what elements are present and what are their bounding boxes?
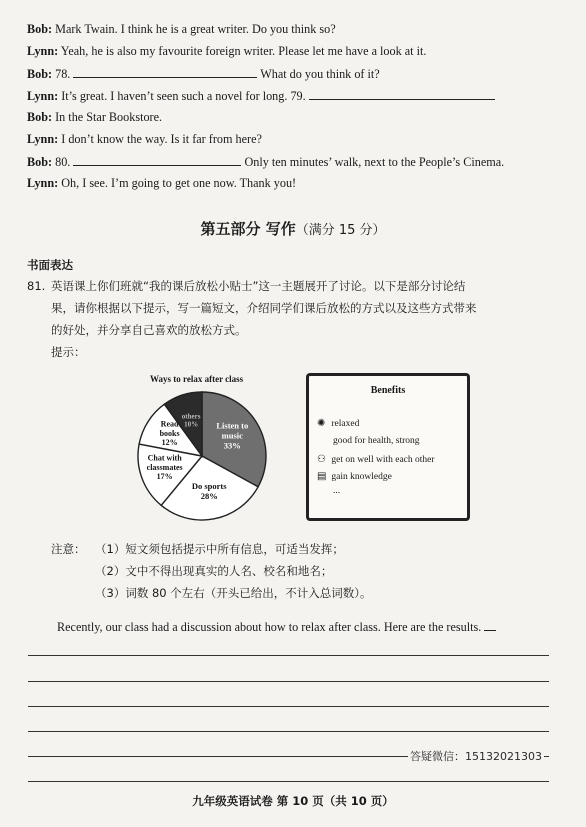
- book-icon: ▤: [317, 471, 327, 482]
- dialogue-line: Lynn: Oh, I see. I’m going to get one now. Thank you!: [27, 176, 297, 190]
- watermark: 答疑微信：15132021303: [410, 750, 542, 763]
- notes-label: 注意：: [51, 542, 86, 556]
- benefits-box: [306, 373, 470, 521]
- task-text-line: 英语课上你们班就“我的课后放松小贴士”这一主题展开了讨论。以下是部分讨论结: [51, 279, 466, 293]
- pie-slice-label: Do sports 28%: [191, 481, 227, 501]
- task-number: 81.: [27, 279, 46, 293]
- dialogue-line: Bob: Mark Twain. I think he is a great writer. Do you think so?: [27, 22, 336, 36]
- relax-icon: ✺: [317, 418, 326, 429]
- writing-line[interactable]: [28, 781, 549, 782]
- benefit-item: ▤ gain knowledge: [317, 471, 392, 482]
- pie-chart: [134, 386, 270, 526]
- people-icon: ⚇: [317, 454, 326, 465]
- benefit-item: good for health, strong: [333, 436, 420, 446]
- section-title: 第五部分 写作（满分 15 分）: [200, 220, 386, 238]
- writing-line[interactable]: [28, 706, 549, 707]
- benefit-item: ...: [333, 486, 341, 496]
- benefit-item: ✺ relaxed: [317, 418, 360, 429]
- writing-line[interactable]: [28, 655, 549, 656]
- opening-sentence: Recently, our class had a discussion about how to relax after class. Here are the results.: [57, 619, 496, 634]
- dialogue-line: Bob: 78. What do you think of it?: [27, 67, 380, 81]
- note-item: （1）短文须包括提示中所有信息，可适当发挥；: [95, 542, 344, 556]
- task-text-line: 果，请你根据以下提示，写一篇短文，介绍同学们课后放松的方式以及这些方式带来: [51, 301, 477, 315]
- dialogue-line: Lynn: Yeah, he is also my favourite foreign writer. Please let me have a look at it.: [27, 44, 427, 58]
- dialogue-line: Lynn: It’s great. I haven’t seen such a novel for long. 79.: [27, 88, 495, 103]
- dialogue-line: Bob: In the Star Bookstore.: [27, 110, 163, 124]
- task-heading: 书面表达: [27, 258, 73, 272]
- page-footer: 九年级英语试卷 第 10 页（共 10 页）: [192, 794, 394, 808]
- benefit-item: ⚇ get on well with each other: [317, 454, 435, 465]
- answer-blank-78[interactable]: [73, 66, 257, 78]
- pie-slice-label: Chat with classmates 17%: [146, 453, 183, 482]
- task-text-line: 的好处，并分享自己喜欢的放松方式。: [51, 323, 247, 337]
- dialogue-line: Bob: 80. Only ten minutes’ walk, next to the People’s Cinema.: [27, 155, 505, 169]
- pie-slice-label: others 10%: [181, 412, 201, 429]
- opening-blank[interactable]: [484, 619, 496, 631]
- pie-slice-label: Listen to music 33%: [216, 420, 249, 451]
- answer-blank-80[interactable]: [73, 154, 241, 166]
- pie-slice-label: Read books 12%: [159, 419, 180, 448]
- hint-label: 提示：: [51, 345, 86, 359]
- writing-line[interactable]: [28, 731, 549, 732]
- benefits-title: Benefits: [370, 385, 406, 396]
- chart-title: Ways to relax after class: [150, 374, 244, 384]
- answer-blank-79[interactable]: [309, 88, 495, 100]
- dialogue-line: Lynn: I don’t know the way. Is it far from here?: [27, 132, 262, 146]
- note-item: （3）词数 80 个左右（开头已给出，不计入总词数）。: [95, 586, 372, 600]
- note-item: （2）文中不得出现真实的人名、校名和地名；: [95, 564, 333, 578]
- writing-line[interactable]: [28, 681, 549, 682]
